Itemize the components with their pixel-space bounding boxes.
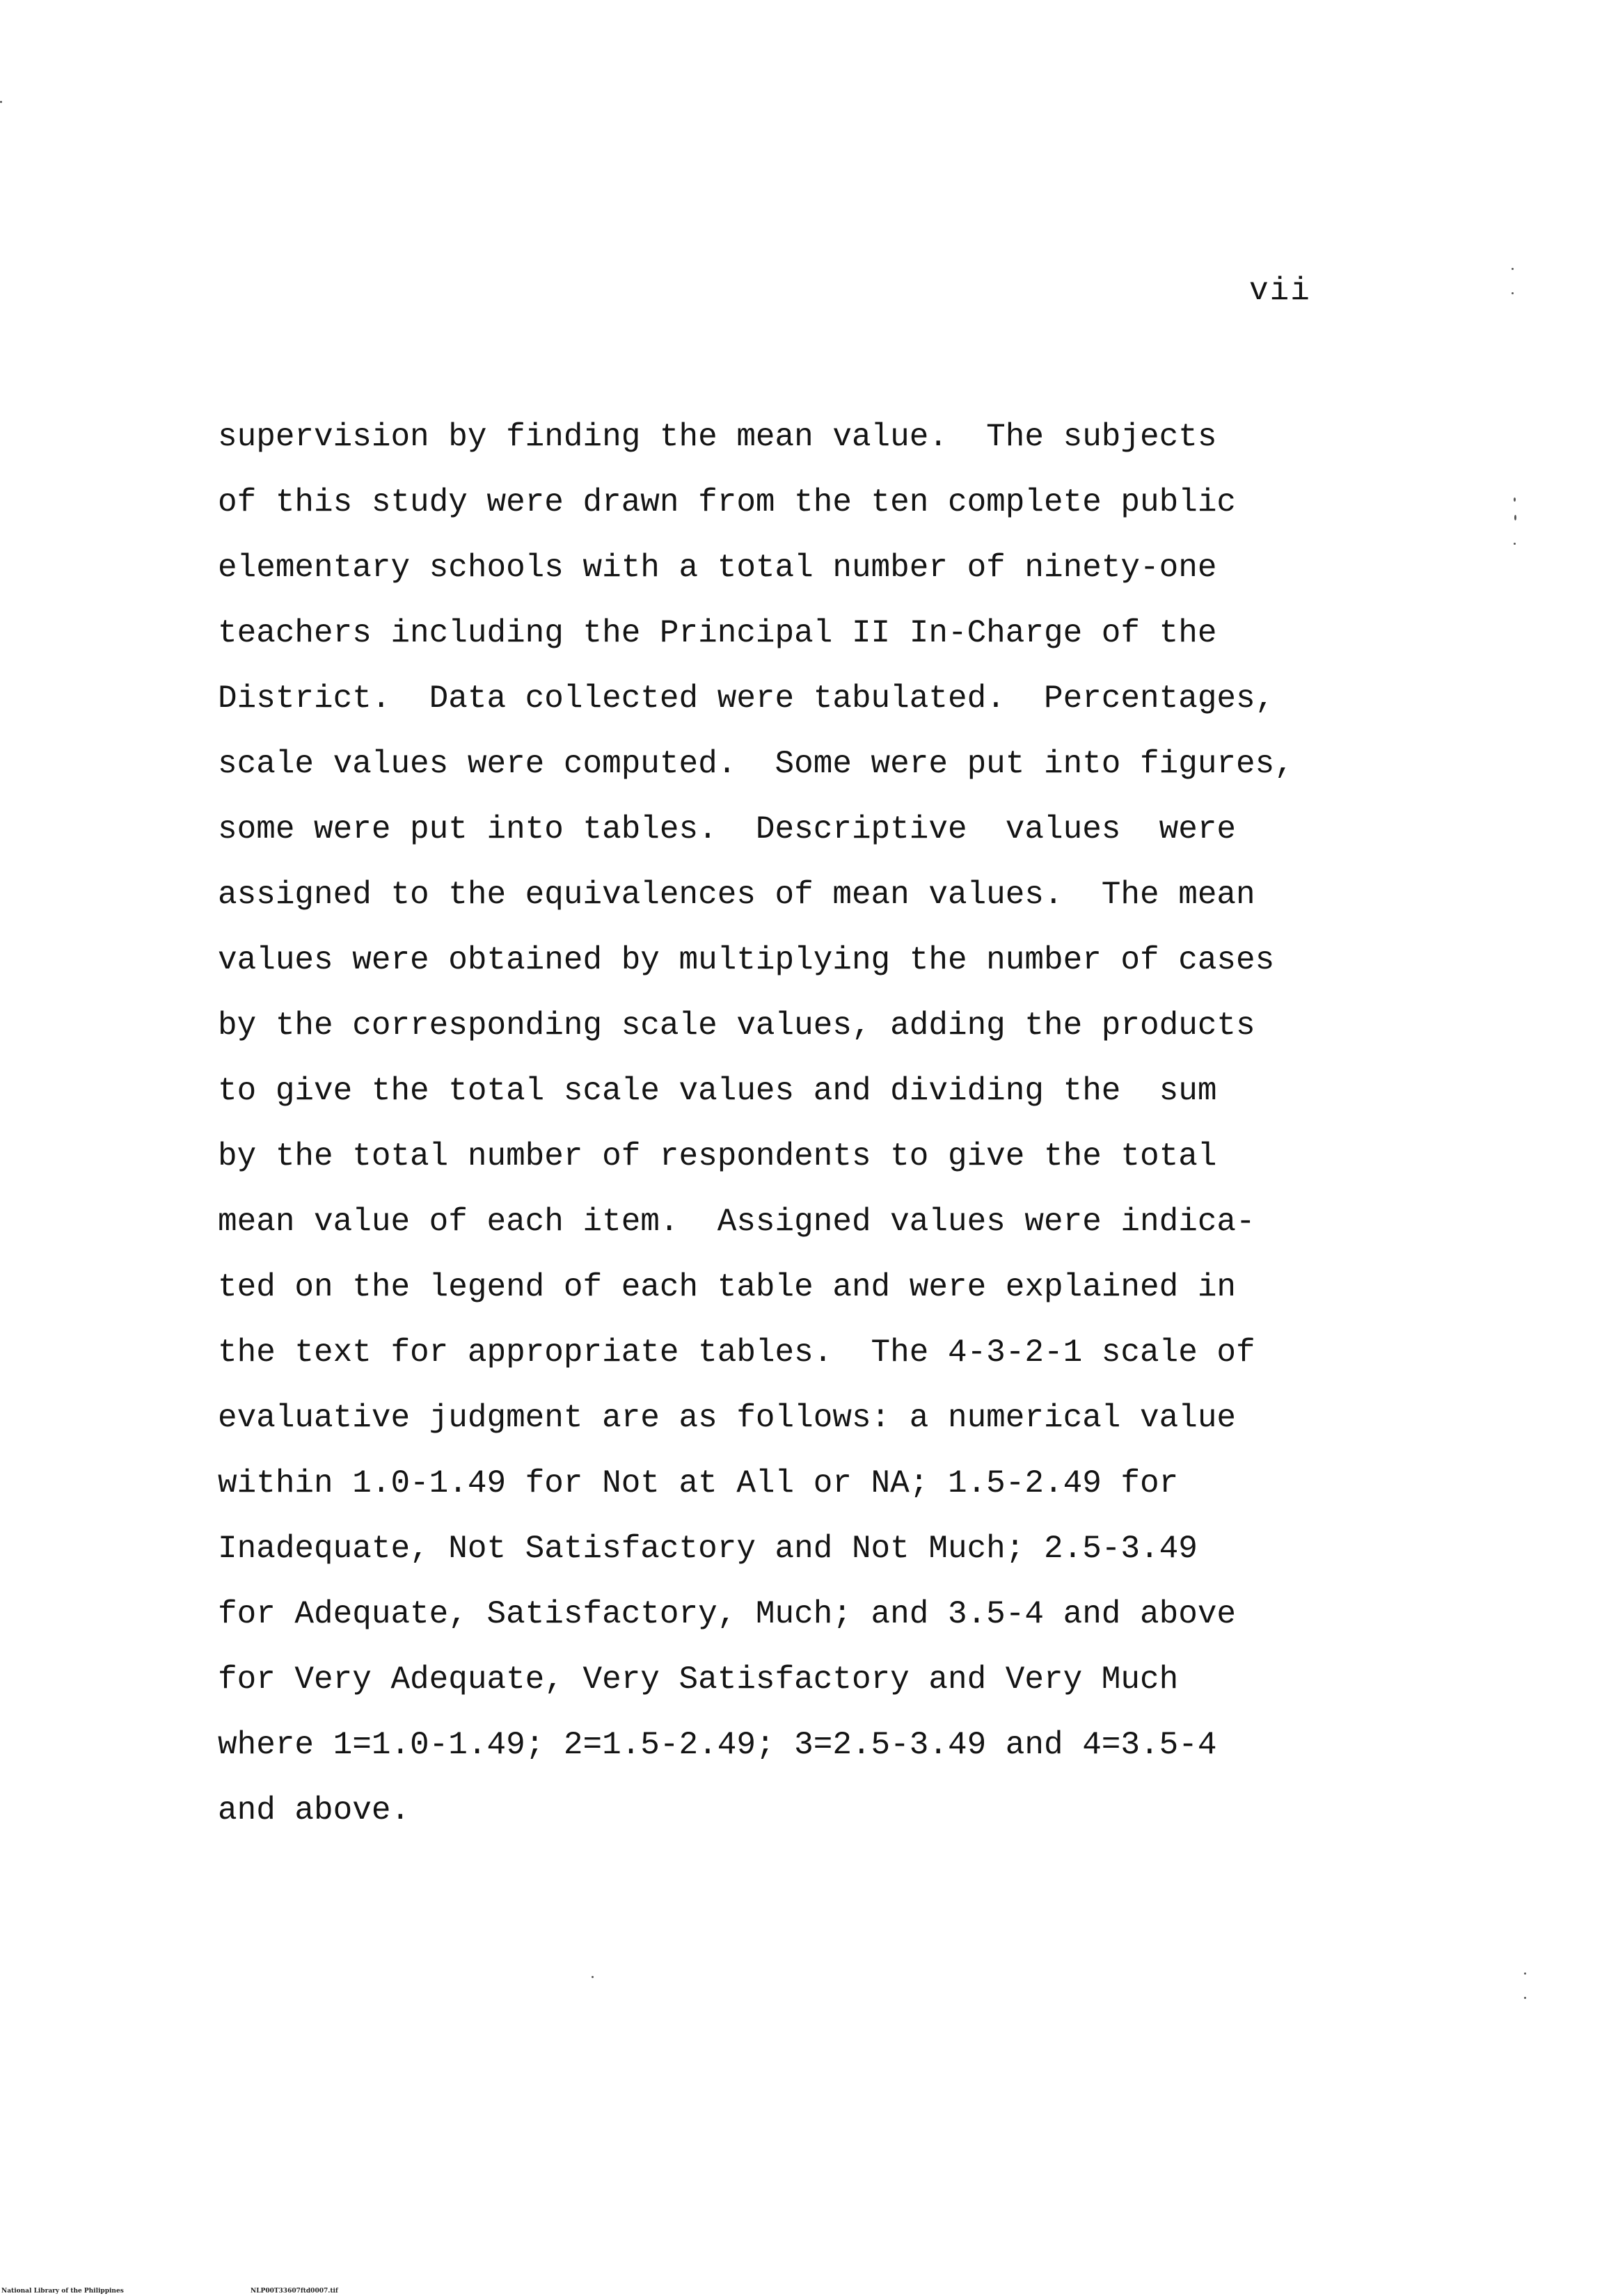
text-line: by the total number of respondents to give the total	[218, 1138, 1217, 1174]
text-line: where 1=1.0-1.49; 2=1.5-2.49; 3=2.5-3.49 and 4=3.5-4	[218, 1727, 1217, 1763]
footer-file-name: NLP00T33607ftd0007.tif	[251, 2288, 338, 2295]
text-line: evaluative judgment are as follows: a numerical value	[218, 1400, 1237, 1436]
scan-speck	[1514, 515, 1516, 520]
scan-speck	[592, 1976, 594, 1978]
text-line: teachers including the Principal II In-Charge of the	[218, 615, 1217, 651]
text-line: values were obtained by multiplying the number of cases	[218, 942, 1275, 978]
text-line: by the corresponding scale values, adding the products	[218, 1007, 1255, 1044]
text-line: elementary schools with a total number of ninety-one	[218, 550, 1217, 586]
text-line: for Very Adequate, Very Satisfactory and Very Much	[218, 1661, 1179, 1698]
text-line: within 1.0-1.49 for Not at All or NA; 1.5-2.49 for	[218, 1465, 1179, 1501]
text-line: supervision by finding the mean value. The subjects	[218, 419, 1217, 455]
scan-speck	[1514, 543, 1516, 545]
scan-speck	[0, 101, 2, 103]
text-line: and above.	[218, 1792, 411, 1828]
text-line: the text for appropriate tables. The 4-3-2-1 scale of	[218, 1334, 1255, 1371]
text-line: Inadequate, Not Satisfactory and Not Much; 2.5-3.49	[218, 1531, 1198, 1567]
scan-speck	[1514, 497, 1516, 502]
scan-speck	[1524, 1997, 1526, 1999]
text-line: ted on the legend of each table and were explained in	[218, 1269, 1237, 1305]
scan-speck	[1524, 1972, 1526, 1975]
text-line: of this study were drawn from the ten complete public	[218, 484, 1237, 520]
footer-library-credit: National Library of the Philippines	[1, 2288, 124, 2295]
text-line: for Adequate, Satisfactory, Much; and 3.5-4 and above	[218, 1596, 1237, 1632]
text-line: assigned to the equivalences of mean values. The mean	[218, 877, 1255, 913]
text-line: to give the total scale values and dividing the sum	[218, 1073, 1217, 1109]
text-line: mean value of each item. Assigned values were indica-	[218, 1204, 1255, 1240]
scan-speck	[1512, 268, 1514, 270]
scan-speck	[1512, 292, 1514, 294]
text-line: scale values were computed. Some were put into figures,	[218, 746, 1294, 782]
page-number: vii	[1249, 273, 1311, 309]
text-line: some were put into tables. Descriptive values were	[218, 811, 1237, 847]
text-line: District. Data collected were tabulated. Percentages,	[218, 680, 1275, 717]
